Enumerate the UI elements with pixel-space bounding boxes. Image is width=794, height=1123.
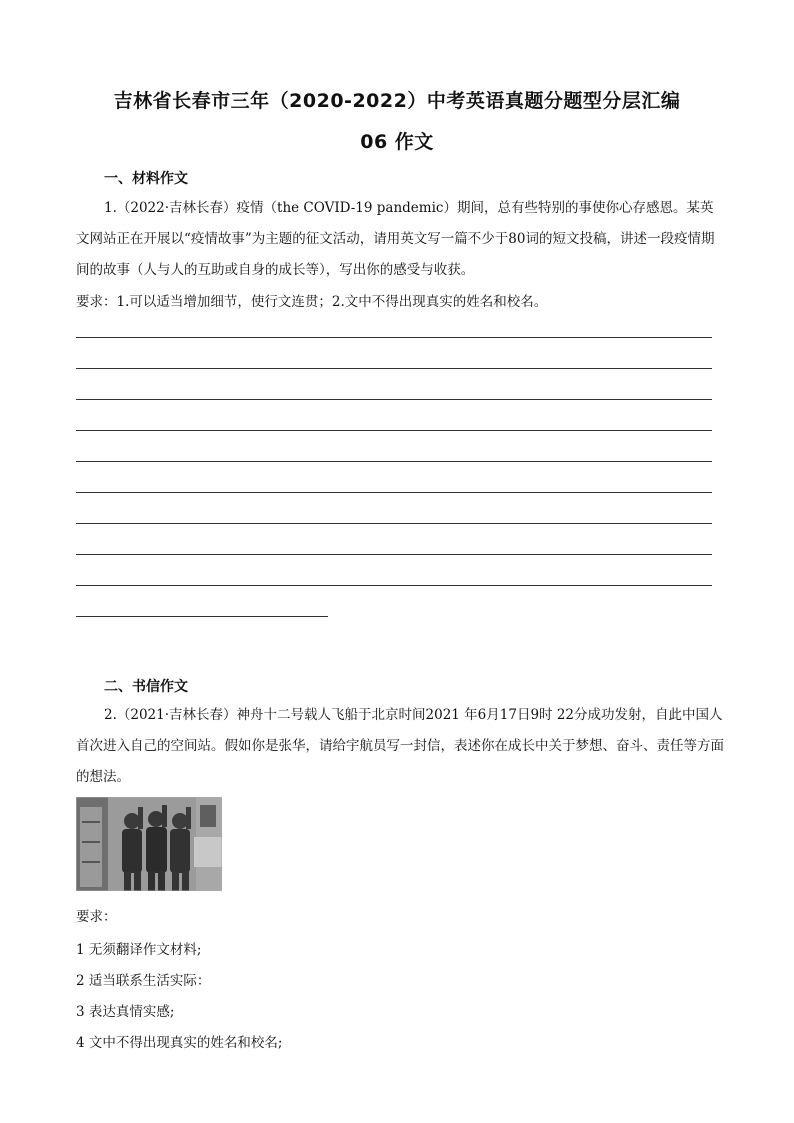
question-2-body: 2.（2021·吉林长春）神舟十二号载人飞船于北京时间2021 年6月17日9时 22分成功发射，自此中国人首次进入自己的空间站。假如你是张华，请给宇航员写一封信，表述你在成长中关于梦想、奋斗、责任等方面的想法。: [76, 707, 724, 785]
answer-line[interactable]: [76, 461, 712, 462]
answer-line[interactable]: [76, 368, 712, 369]
answer-line[interactable]: [76, 430, 712, 431]
requirement-item-3: 3 表达真情实感;: [76, 1004, 175, 1020]
document-subtitle: 06 作文: [360, 131, 434, 153]
answer-line[interactable]: [76, 492, 712, 493]
section-heading-letter: 二、书信作文: [104, 679, 188, 695]
requirement-item-4: 4 文中不得出现真实的姓名和校名;: [76, 1035, 283, 1051]
question-1-text: [76, 193, 726, 286]
answer-line[interactable]: [76, 337, 712, 338]
question-2-text: [76, 700, 726, 793]
answer-line[interactable]: [76, 616, 328, 617]
requirements-title: 要求：: [76, 909, 117, 925]
requirement-item-1: 1 无须翻译作文材料;: [76, 942, 202, 958]
answer-line[interactable]: [76, 554, 712, 555]
answer-line[interactable]: [76, 523, 712, 524]
document-title: 吉林省长春市三年（2020-2022）中考英语真题分题型分层汇编: [113, 90, 681, 112]
question-1-body: 1.（2022·吉林长春）疫情（the COVID-19 pandemic）期间，总有些特别的事使你心存感恩。某英文网站正在开展以“疫情故事”为主题的征文活动，请用英文写一篇不少于80词的短文投稿，讲述一段疫情期间的故事（人与人的互助或自身的成长等），写出你的感受与收获。: [76, 200, 715, 278]
question-1-requirement: 要求：1.可以适当增加细节，使行文连贯；2.文中不得出现真实的姓名和校名。: [76, 294, 548, 310]
section-heading-material: 一、材料作文: [104, 171, 188, 187]
answer-line[interactable]: [76, 585, 712, 586]
requirement-item-2: 2 适当联系生活实际：: [76, 973, 211, 989]
answer-line[interactable]: [76, 399, 712, 400]
astronauts-photo: [76, 797, 222, 891]
